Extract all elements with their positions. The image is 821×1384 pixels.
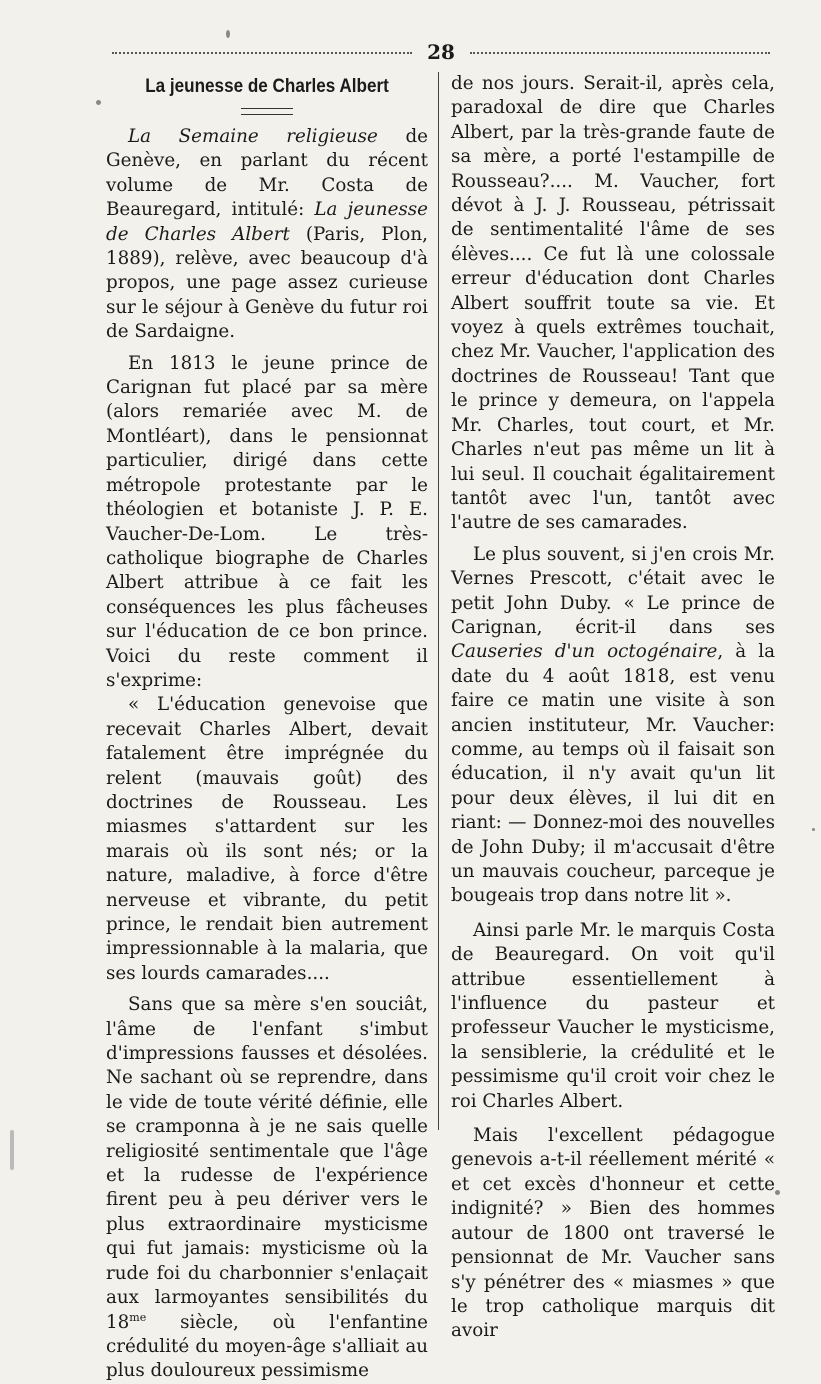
publication-name: La Semaine religieuse	[128, 126, 378, 147]
right-column	[451, 72, 775, 1344]
paragraph-1-text-b: (Paris, Plon, 1889), relève, avec beaucoup d'à propos, une page assez curieuse sur le séjour à Genève du futur roi de Sardaigne.	[106, 223, 428, 343]
paper-speck	[226, 30, 230, 38]
running-header	[112, 40, 770, 64]
paper-speck	[775, 1190, 780, 1195]
causeries-title: Causeries d'un octogénaire	[451, 641, 718, 663]
title-double-rule	[241, 108, 293, 115]
header-rule-left	[112, 52, 412, 54]
paragraph-7: Ainsi parle Mr. le marquis Costa de Beauregard. On voit qu'il attribue essentiellement à l'influence du pasteur et professeur Vaucher le mysticisme, la sensiblerie, la crédulité et le pessimisme qu'il croit voir chez le roi Charles Albert.	[451, 919, 775, 1112]
paragraph-4	[106, 993, 428, 1384]
paper-speck	[96, 100, 101, 105]
paragraph-5-continued: de nos jours. Serait-il, après cela, paradoxal de dire que Charles Albert, par la très-grande faute de sa mère, a porté l'estampille de Rousseau?.... M. Vaucher, fort dévot à J. J. Rousseau, pétrissait de sentimentalité l'âme de ses élèves.... Ce fut là une colossale erreur d'éducation dont Charles Albert souffrit toute sa vie. Et voyez à quels extrêmes touchait, chez Mr. Vaucher, l'application des doctrines de Rousseau! Tant que le prince y demeura, on l'appela Mr. Charles, tout court, et Mr. Charles n'eut pas même un lit à lui seul. Il couchait égalitairement tantôt avec l'un, tantôt avec l'autre de ses camarades.	[451, 73, 775, 534]
paragraph-4-text-a: Sans que sa mère s'en souciât, l'âme de l'enfant s'imbut d'impressions fausses et désolées. Ne sachant où se reprendre, dans le vide de toute vérité définie, elle se cramponna à je ne sais quelle religiosité sentimentale que l'âge et la rudesse de l'expérience firent peu à peu dériver vers le plus extraordinaire mysticisme qui fut jamais: mysticisme où la rude foi du charbonnier s'enlaçait aux larmoyantes sensibilités du 18	[106, 994, 428, 1333]
paragraph-4-text-b: siècle, où l'enfantine crédulité du moyen-âge s'alliait au plus douloureux pessimisme	[106, 1311, 428, 1382]
header-rule-right	[470, 52, 770, 54]
paragraph-6	[451, 543, 775, 909]
paragraph-6-text-a: Le plus souvent, si j'en crois Mr. Vernes Prescott, c'était avec le petit John Duby. « Le prince de Carignan, écrit-il dans ses	[451, 543, 775, 638]
left-column	[106, 72, 428, 1384]
article-title: La jeunesse de Charles Albert	[145, 76, 389, 97]
book-title: La jeunesse de Charles Albert	[106, 199, 428, 245]
paragraph-6-text-b: , à la date du 4 août 1818, est venu faire ce matin une visite à son ancien instituteur, Mr. Vaucher: comme, au temps où il faisait son éducation, il n'y avait qu'un lit pour deux élèves, il lui dit en riant: — Donnez-moi des nouvelles de John Duby; il m'accusait d'être un mauvais coucheur, parceque je bougeais trop dans notre lit ».	[451, 641, 775, 907]
paragraph-8: Mais l'excellent pédagogue genevois a-t-il réellement mérité « et cet excès d'honneur et cette indignité? » Bien des hommes autour de 1800 ont traversé le pensionnat de Mr. Vaucher sans s'y pénétrer des « miasmes » que le trop catholique marquis dit avoir	[451, 1125, 775, 1342]
page-number: 28	[427, 40, 455, 64]
paragraph-1	[106, 125, 428, 345]
paper-speck	[812, 828, 815, 831]
column-divider	[438, 72, 439, 1130]
paragraph-2: En 1813 le jeune prince de Carignan fut placé par sa mère (alors remariée avec M. de Montléart), dans le pensionnat particulier, dirigé dans cette métropole protestante par le théologien et botaniste J. P. E. Vaucher-De-Lom. Le très-catholique biographe de Charles Albert attribue à ce fait les conséquences les plus fâcheuses sur l'éducation de ce bon prince. Voici du reste comment il s'exprime:	[106, 352, 428, 691]
paragraph-3-quote: « L'éducation genevoise que recevait Charles Albert, devait fatalement être imprégnée du relent (mauvais goût) des doctrines de Rousseau. Les miasmes s'attardent sur les marais où ils sont nés; or la nature, maladive, à force d'être nerveuse et vibrante, du petit prince, le rendait bien autrement impressionnable à la malaria, que ses lourds camarades....	[106, 694, 428, 984]
superscript-me: me	[129, 1310, 147, 1324]
paper-edge-mark	[10, 1130, 14, 1170]
paragraph-1-text-a: de Genève, en parlant du récent volume de Mr. Costa de Beauregard, intitulé:	[106, 126, 428, 221]
